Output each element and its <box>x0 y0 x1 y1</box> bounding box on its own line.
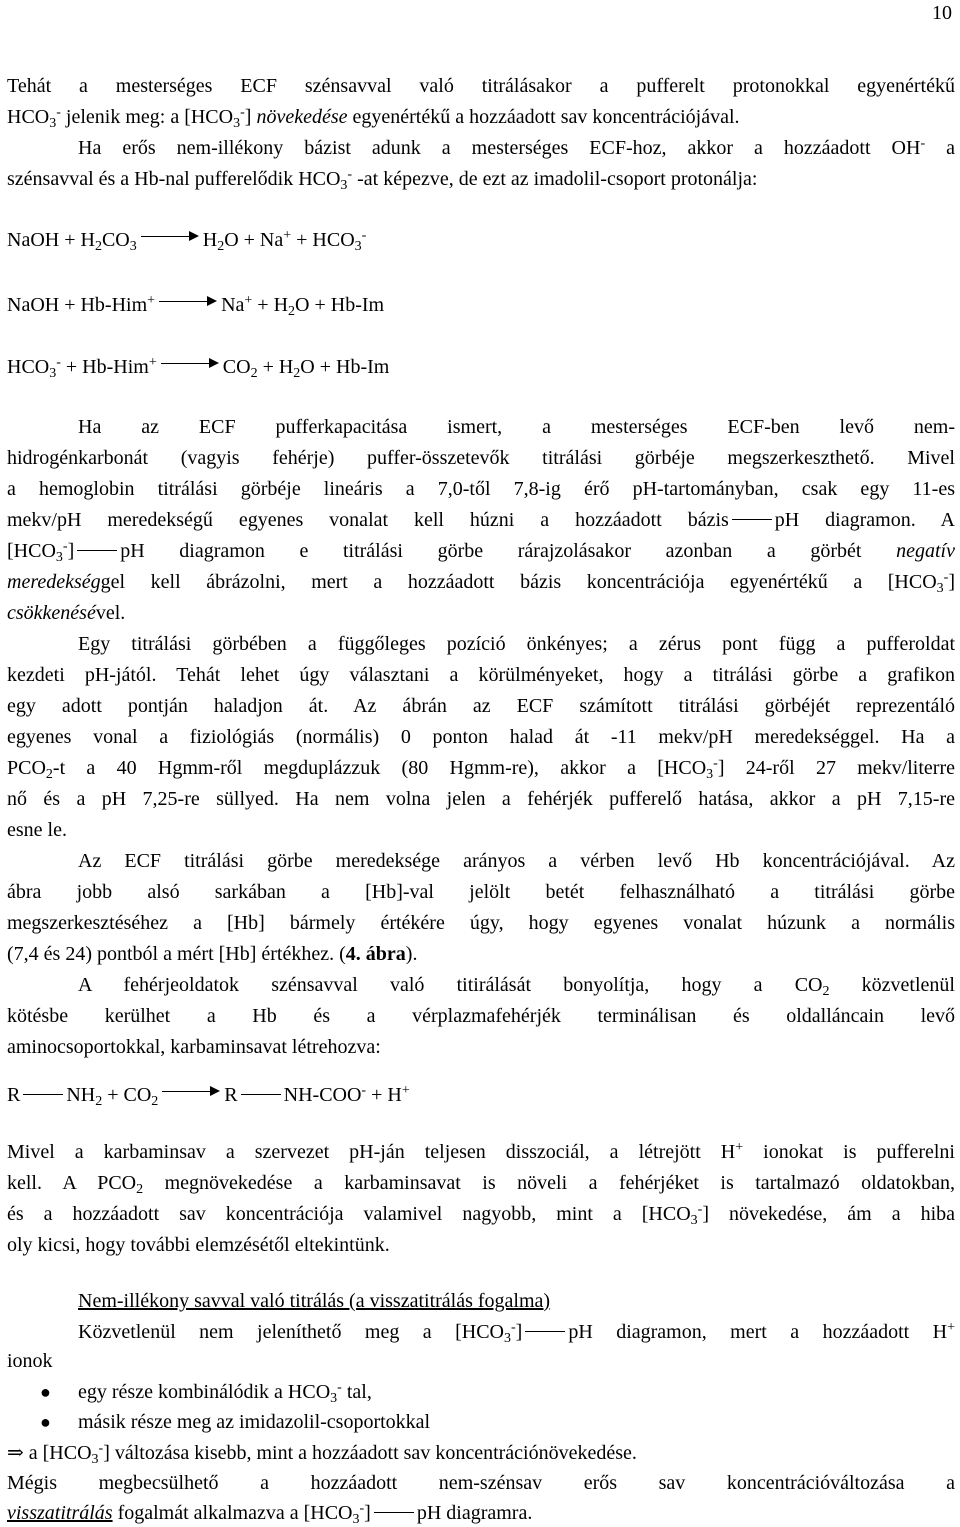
bond-line <box>23 1094 63 1095</box>
text-line: Mégis megbecsülhető a hozzáadott nem-szénsav erős sav koncentrációváltozása a <box>7 1472 955 1494</box>
text-line: Mivel a karbaminsav a szervezet pH-ján teljesen disszociál, a létrejött H+ ionokat is pufferelni <box>7 1140 955 1163</box>
text-line: megszerkesztéséhez a [Hb] bármely értékére úgy, hogy egyenes vonalat húzunk a normális <box>7 912 955 934</box>
implies-arrow-icon: ⇒ <box>7 1442 24 1464</box>
text-line: A fehérjeoldatok szénsavval való titirálását bonyolítja, hogy a $CO_2$ közvetlenül <box>78 974 955 999</box>
equation-1: NaOH + $H_2CO_3$ $H_2O + Na^+ + HCO_3^-$ <box>7 228 367 254</box>
text-line: Egy titrálási görbében a függőleges pozíció önkényes; a zérus pont függ a pufferoldat <box>78 633 955 655</box>
text-line: kötésbe kerülhet a Hb és a vérplazmafehérjék terminálisan és oldalláncain levő <box>7 1005 955 1027</box>
conclusion-line: ⇒ a $[HCO_3^-]$ változása kisebb, mint a hozzáadott sav koncentrációnövekedése. <box>7 1441 637 1467</box>
page-number: 10 <box>932 2 952 24</box>
text-line: Közvetlenül nem jeleníthető meg a $[HCO_3^-]$ pH diagramon, mert a hozzáadott H+ <box>78 1320 955 1346</box>
text-line: $HCO_3^-$ jelenik meg: a $[HCO_3^-]$ növekedése egyenértékű a hozzáadott sav koncentrációjával. <box>7 105 740 131</box>
reaction-arrow-icon <box>161 358 219 370</box>
text-line: Ha az ECF pufferkapacitása ismert, a mesterséges ECF-ben levő nem- <box>78 416 955 438</box>
text-line: meredekséggel kell ábrázolni, mert a hozzáadott bázis koncentrációja egyenértékű a $[HCO_3^-]$ <box>7 570 955 596</box>
text-line: Az ECF titrálási görbe meredeksége arányos a vérben levő Hb koncentrációjával. Az <box>78 850 955 872</box>
dash-line <box>732 519 772 520</box>
dash-line <box>77 550 117 551</box>
text-line: ábra jobb alsó sarkában a [Hb]-val jelölt betét felhasználható a titrálási görbe <box>7 881 955 903</box>
bullet-text: egy része kombinálódik a $HCO_3^-$ tal, <box>78 1380 372 1406</box>
text-line: mekv/pH meredekségű egyenes vonalat kell húzni a hozzáadott bázis pH diagramon. A <box>7 509 955 531</box>
text-line: visszatitrálás fogalmát alkalmazva a $[HCO_3^-]$ pH diagramra. <box>7 1501 533 1527</box>
text-line: nő és a pH 7,25-re süllyed. Ha nem volna jelen a fehérjék pufferelő hatása, akkor a pH 7,15-re <box>7 788 955 810</box>
text-line: (7,4 és 24) pontból a mért [Hb] értékhez. (4. ábra). <box>7 943 418 965</box>
section-heading: Nem-illékony savval való titrálás (a visszatitrálás fogalma) <box>78 1290 551 1312</box>
bullet-text: másik része meg az imidazolil-csoportokkal <box>78 1411 431 1433</box>
dash-line <box>374 1512 414 1513</box>
reaction-arrow-icon <box>141 231 199 243</box>
text-line: $PCO_2-t$ a 40 Hgmm-ről megduplázzuk (80 Hgmm-re), akkor a $[HCO_3^-]$ 24-ről 27 mekv/literre <box>7 756 955 782</box>
bullet-icon: ● <box>40 1412 51 1432</box>
text-line: Tehát a mesterséges ECF szénsavval való titrálásakor a pufferelt protonokkal egyenértékű <box>7 75 955 97</box>
bond-line <box>241 1094 281 1095</box>
equation-4: R $NH_2 + CO_2$ R NH-COO- + H+ <box>7 1083 410 1109</box>
text-line: $[HCO_3^-]$ pH diagramon e titrálási görbe rárajzolásakor azonban a görbét negatív <box>7 539 955 565</box>
text-line: szénsavval és a Hb-nal pufferelődik $HCO_3^-$ -at képezve, de ezt az imadolil-csoport protonálja: <box>7 167 758 193</box>
reaction-arrow-icon <box>159 296 217 308</box>
text-line: Ha erős nem-illékony bázist adunk a mesterséges ECF-hoz, akkor a hozzáadott OH- a <box>78 136 955 159</box>
text-line: ionok <box>7 1350 53 1372</box>
text-line: egyenes vonal a fiziológiás (normális) 0 ponton halad át -11 mekv/pH meredekséggel. Ha a <box>7 726 955 748</box>
reaction-arrow-icon <box>162 1086 220 1098</box>
text-line: csökkenésével. <box>7 602 126 624</box>
equation-3: $HCO_3^- + Hb-Him^+$ $CO_2 + H_2O + Hb-Im$ <box>7 355 390 381</box>
equation-2: NaOH + Hb-Him+ $Na^+ + H_2O + Hb-Im$ <box>7 293 385 319</box>
text-line: kell. A $PCO_2$ megnövekedése a karbaminsavat is növeli a fehérjéket is tartalmazó oldatokban, <box>7 1172 955 1197</box>
bullet-icon: ● <box>40 1382 51 1402</box>
text-line: aminocsoportokkal, karbaminsavat létrehozva: <box>7 1036 381 1058</box>
text-line: a hemoglobin titrálási görbéje lineáris a 7,0-től 7,8-ig érő pH-tartományban, csak egy 11-es <box>7 478 955 500</box>
text-line: esne le. <box>7 819 67 841</box>
text-line: oly kicsi, hogy további elemzésétől eltekintünk. <box>7 1234 390 1256</box>
dash-line <box>525 1331 565 1332</box>
text-line: és a hozzáadott sav koncentrációja valamivel nagyobb, mint a $[HCO_3^-]$ növekedése, ám a hiba <box>7 1202 955 1228</box>
text-line: kezdeti pH-jától. Tehát lehet úgy választani a körülményeket, hogy a titrálási görbe a grafikon <box>7 664 955 686</box>
text-line: hidrogénkarbonát (vagyis fehérje) puffer-összetevők titrálási görbéje megszerkeszthető. Mivel <box>7 447 955 469</box>
text-line: egy adott pontján haladjon át. Az ábrán az ECF számított titrálási görbéjét reprezentáló <box>7 695 955 717</box>
